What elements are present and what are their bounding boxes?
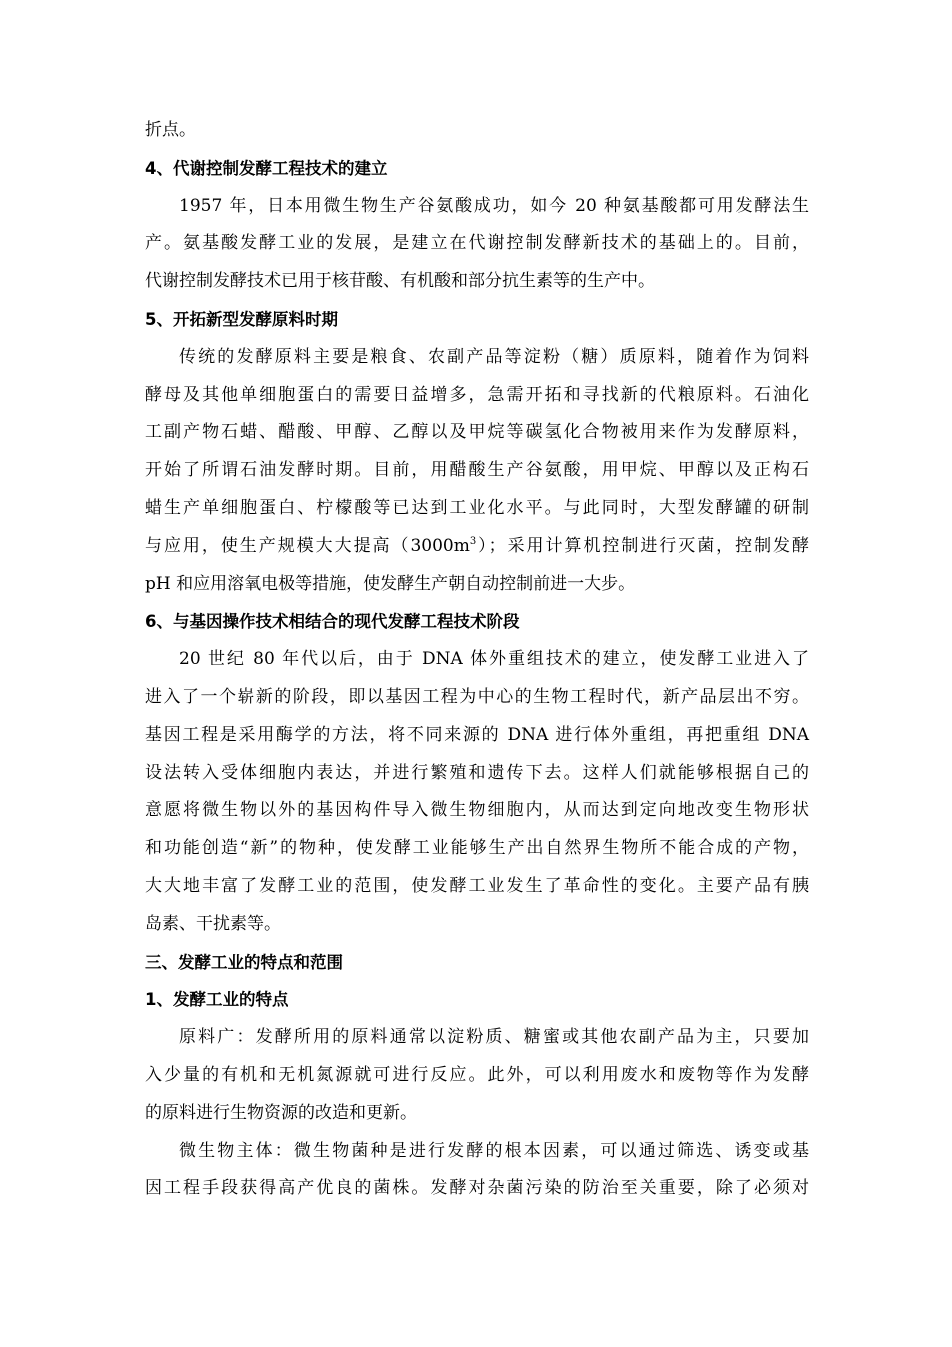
chapter-heading-3: 三、发酵工业的特点和范围 [145, 952, 343, 972]
paragraph-line: 微生物主体：微生物菌种是进行发酵的根本因素，可以通过筛选、诱变或基 [179, 1140, 809, 1161]
paragraph-line: 开始了所谓石油发酵时期。目前，用醋酸生产谷氨酸，用甲烷、甲醇以及正构石 [145, 460, 809, 481]
paragraph-line: 的原料进行生物资源的改造和更新。 [145, 1102, 417, 1123]
paragraph-line-with-superscript [145, 528, 809, 566]
paragraph-line: 基因工程是采用酶学的方法，将不同来源的 DNA 进行体外重组，再把重组 DNA [145, 724, 809, 745]
paragraph-line: 工副产物石蜡、醋酸、甲醇、乙醇以及甲烷等碳氢化合物被用来作为发酵原料， [145, 422, 809, 443]
section-heading-4: 4、代谢控制发酵工程技术的建立 [145, 158, 388, 178]
paragraph-line: 折点。 [145, 120, 196, 140]
paragraph-line: 和功能创造“新”的物种，使发酵工业能够生产出自然界生物所不能合成的产物， [145, 838, 809, 859]
paragraph-line: 大大地丰富了发酵工业的范围，使发酵工业发生了革命性的变化。主要产品有胰 [145, 875, 809, 896]
line-text: 与应用，使生产规模大大提高（3000m [145, 535, 470, 556]
superscript: 3 [469, 535, 477, 547]
paragraph-line: 原料广：发酵所用的原料通常以淀粉质、糖蜜或其他农副产品为主，只要加 [179, 1027, 809, 1048]
paragraph-line: 20 世纪 80 年代以后，由于 DNA 体外重组技术的建立，使发酵工业进入了 [179, 649, 809, 670]
paragraph-line: 进入了一个崭新的阶段，即以基因工程为中心的生物工程时代，新产品层出不穷。 [145, 686, 809, 707]
line-text: ）；采用计算机控制进行灭菌，控制发酵 [476, 535, 810, 556]
paragraph-line: 入少量的有机和无机氮源就可进行反应。此外，可以利用废水和废物等作为发酵 [145, 1064, 809, 1085]
paragraph-line: 岛素、干扰素等。 [145, 913, 281, 934]
paragraph-line: 代谢控制发酵技术已用于核苷酸、有机酸和部分抗生素等的生产中。 [145, 271, 655, 292]
paragraph-line: 设法转入受体细胞内表达，并进行繁殖和遗传下去。这样人们就能够根据自己的 [145, 762, 809, 783]
paragraph-line: 传统的发酵原料主要是粮食、农副产品等淀粉（糖）质原料，随着作为饲料 [179, 346, 809, 367]
paragraph-line: 产。氨基酸发酵工业的发展，是建立在代谢控制发酵新技术的基础上的。目前， [145, 233, 809, 254]
paragraph-line: 意愿将微生物以外的基因构件导入微生物细胞内，从而达到定向地改变生物形状 [145, 800, 809, 821]
paragraph-line: 1957 年，日本用微生物生产谷氨酸成功，如今 20 种氨基酸都可用发酵法生 [179, 195, 809, 216]
paragraph-line: 蜡生产单细胞蛋白、柠檬酸等已达到工业化水平。与此同时，大型发酵罐的研制 [145, 497, 809, 518]
paragraph-line: pH 和应用溶氧电极等措施，使发酵生产朝自动控制前进一大步。 [145, 573, 636, 594]
section-heading-6: 6、与基因操作技术相结合的现代发酵工程技术阶段 [145, 612, 520, 632]
paragraph-line: 因工程手段获得高产优良的菌株。发酵对杂菌污染的防治至关重要，除了必须对 [145, 1178, 809, 1199]
paragraph-line: 酵母及其他单细胞蛋白的需要日益增多，急需开拓和寻找新的代粮原料。石油化 [145, 384, 809, 405]
subsection-heading-1: 1、发酵工业的特点 [145, 990, 289, 1010]
section-heading-5: 5、开拓新型发酵原料时期 [145, 309, 338, 329]
document-page [145, 112, 809, 1208]
